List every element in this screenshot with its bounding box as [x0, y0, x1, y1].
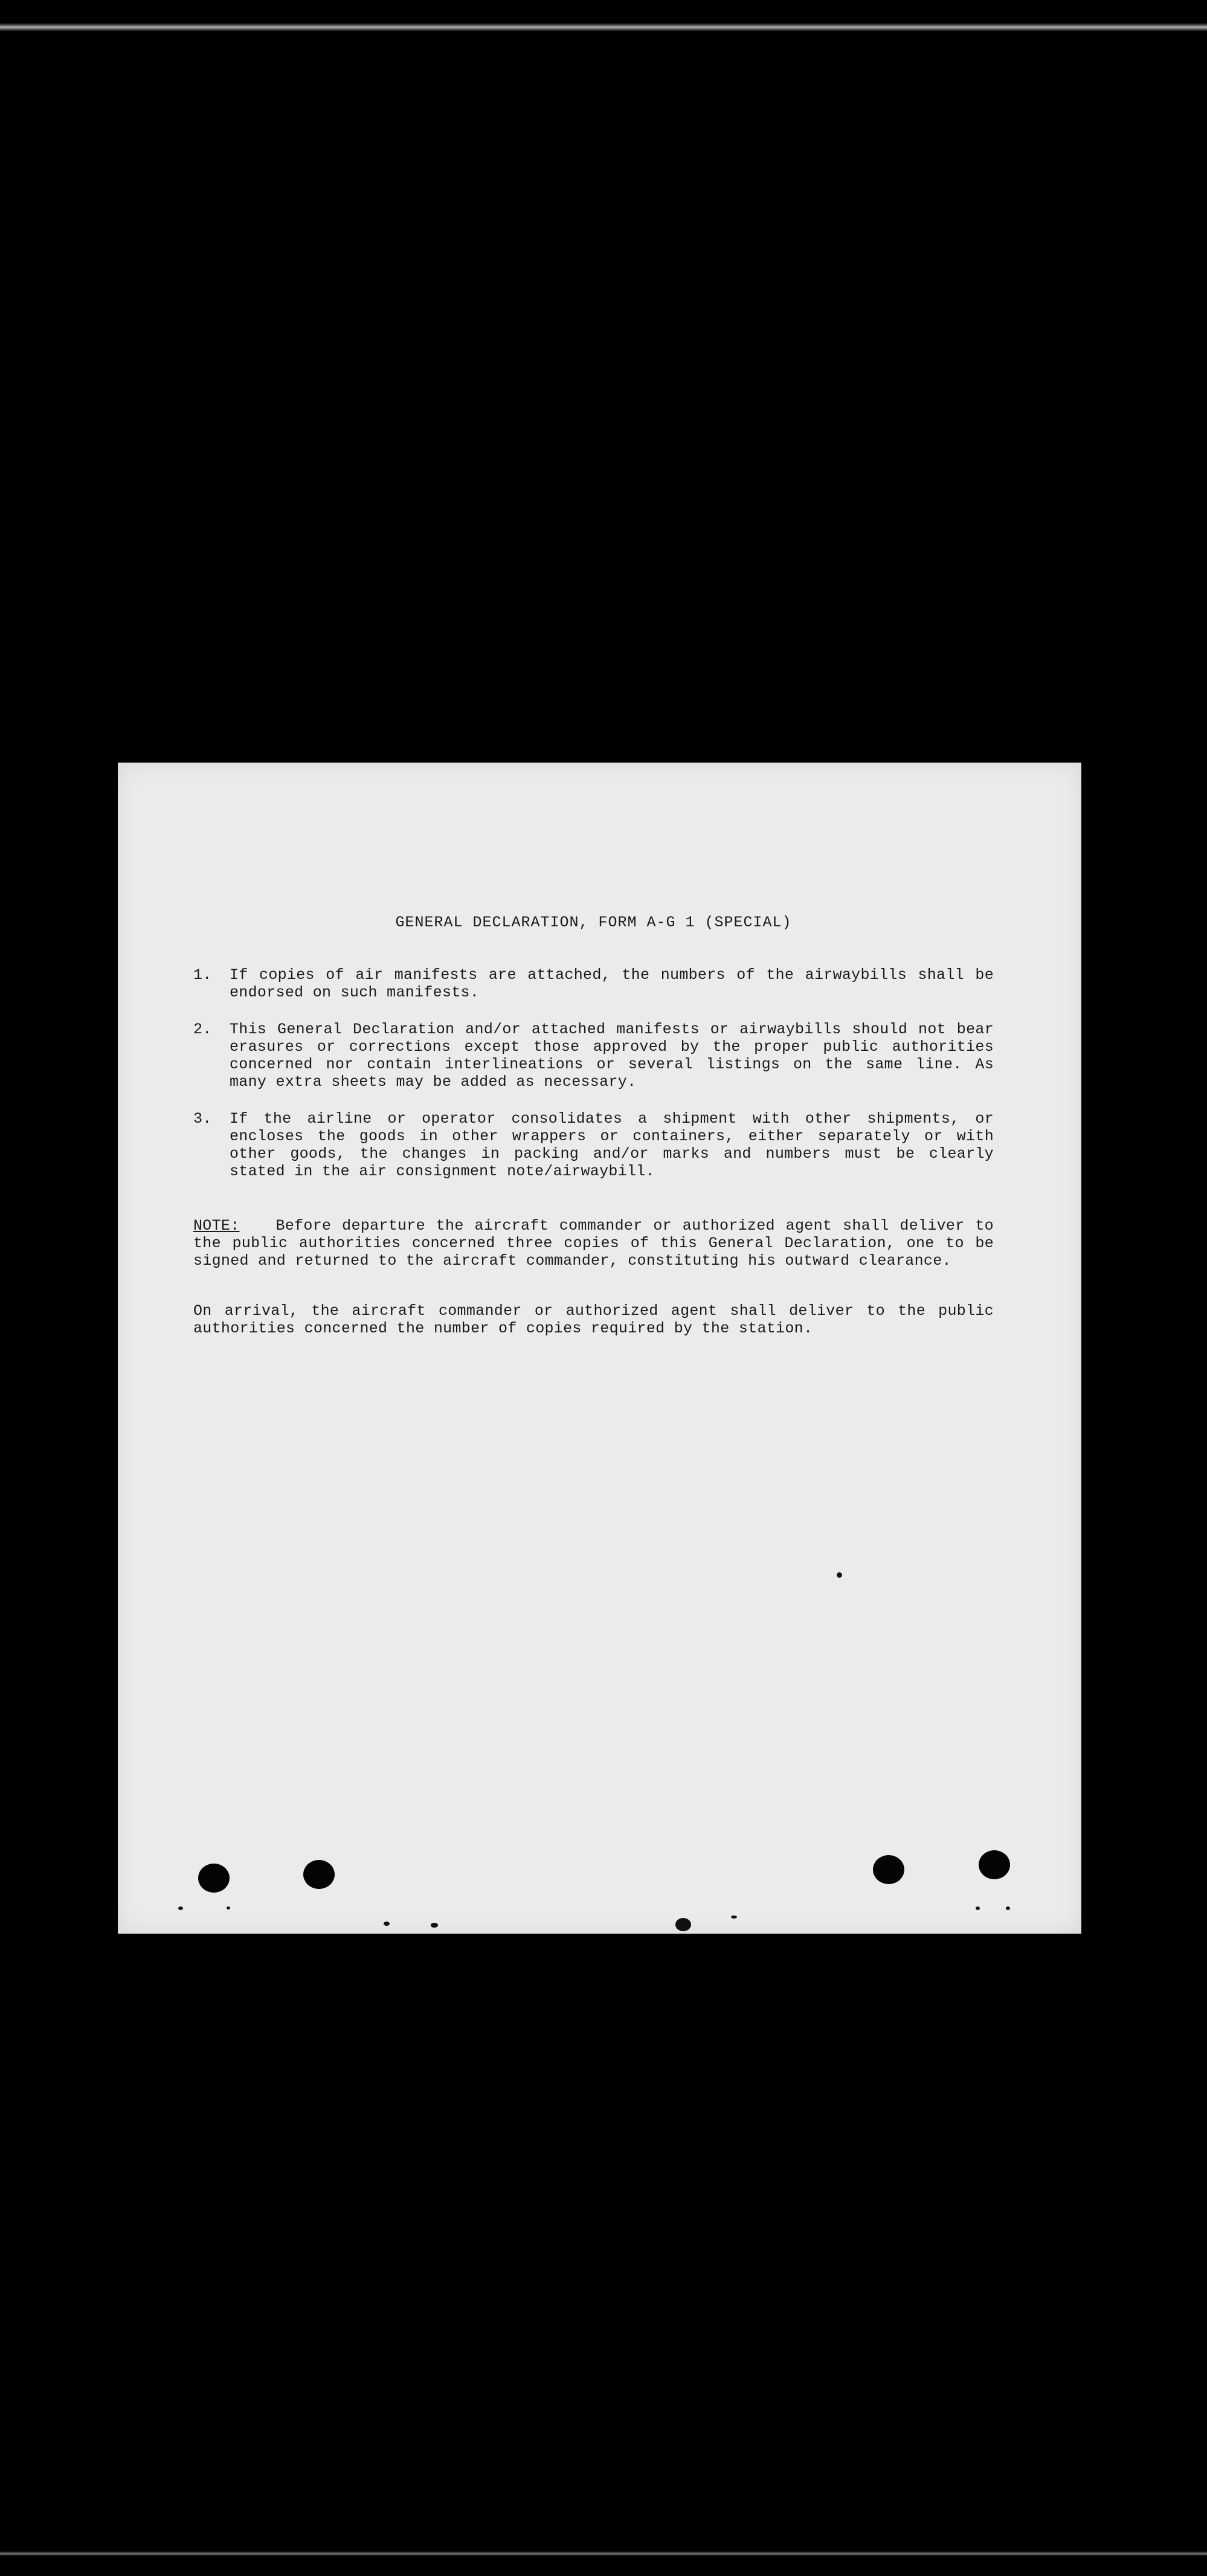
paper-speck — [431, 1923, 438, 1928]
paper-speck — [675, 1918, 691, 1931]
item-number: 2. — [193, 1021, 212, 1038]
paper-speck — [178, 1906, 183, 1910]
film-edge-bottom — [0, 2551, 1207, 2556]
punch-hole — [198, 1864, 230, 1893]
document-title: GENERAL DECLARATION, FORM A-G 1 (SPECIAL) — [395, 914, 792, 931]
list-item — [193, 966, 994, 1001]
item-number: 3. — [193, 1110, 212, 1128]
note-label: NOTE: — [193, 1217, 240, 1235]
item-number: 1. — [193, 966, 212, 984]
arrival-paragraph: On arrival, the aircraft commander or authorized agent shall deliver to the public authorities concerned the number of copies required by the station. — [193, 1302, 994, 1337]
note-paragraph — [193, 1217, 994, 1270]
paper-speck — [227, 1906, 230, 1909]
list-item — [193, 1110, 994, 1180]
punch-hole — [873, 1855, 904, 1884]
paper-speck — [384, 1922, 390, 1926]
paper-speck — [731, 1916, 737, 1919]
item-text: If copies of air manifests are attached, the numbers of the airwaybills shall be endorsed on such manifests. — [230, 966, 994, 1001]
paper-speck — [837, 1572, 842, 1578]
note-text: Before departure the aircraft commander or authorized agent shall deliver to the public authorities concerned three copies of this General Declaration, one to be signed and returned to the aircraft commander, constituting his outward clearance. — [193, 1217, 994, 1270]
punch-hole — [303, 1860, 335, 1889]
paper-speck — [976, 1906, 980, 1910]
list-item — [193, 1021, 994, 1091]
document-page — [118, 763, 1081, 1934]
paper-speck — [1006, 1906, 1010, 1910]
item-text: This General Declaration and/or attached manifests or airwaybills should not bear erasures or corrections except those approved by the proper public authorities concerned nor contain interlineations or several listings on the same line. As many extra sheets may be added as necessary. — [230, 1021, 994, 1091]
punch-hole — [979, 1850, 1010, 1879]
item-text: If the airline or operator consolidates a shipment with other shipments, or encloses the goods in other wrappers or containers, either separately or with other goods, the changes in packing and/or marks and numbers must be clearly stated in the air consignment note/airwaybill. — [230, 1110, 994, 1180]
film-edge-top — [0, 23, 1207, 31]
